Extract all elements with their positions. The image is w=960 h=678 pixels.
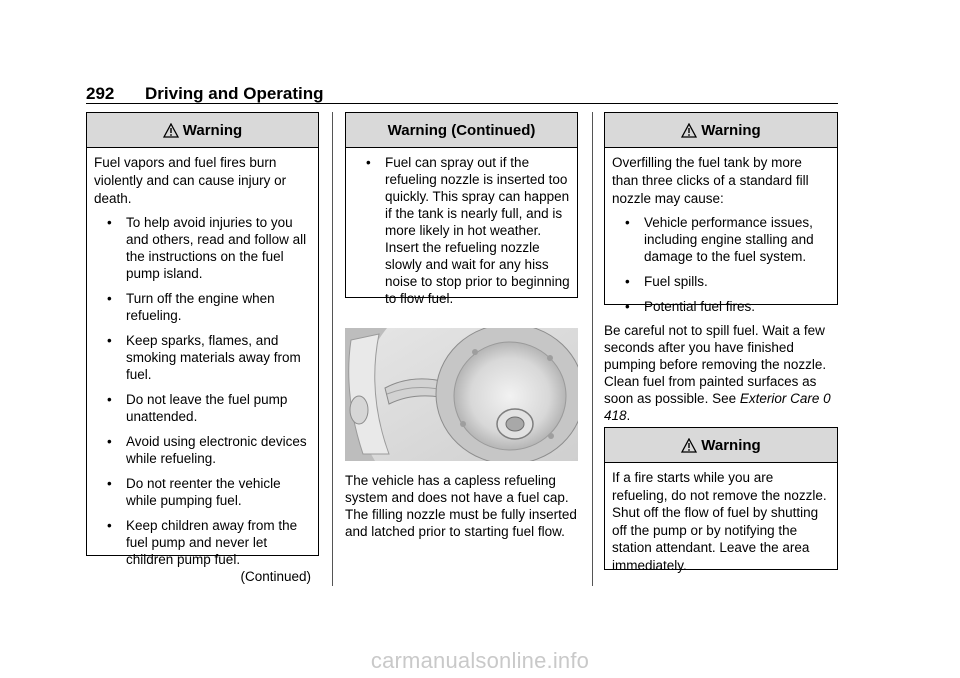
list-item: • Avoid using electronic devices while refueling. [107,434,307,466]
warning-list [353,154,570,307]
warning-triangle-icon [163,123,179,138]
watermark: carmanualsonline.info [370,648,590,673]
warning-triangle-icon [681,123,697,138]
warning-title: Warning [701,436,761,454]
warning-list [612,214,830,315]
page-header [86,84,838,104]
section-title: Driving and Operating [145,84,324,103]
list-item: • To help avoid injuries to you and others, read and follow all the instructions on the fuel pump island. [107,215,307,281]
warning-body: If a fire starts while you are refueling, do not remove the nozzle. Shut off the flow of fuel by shutting off the pump or by notifying the station attendant. Leave the area immediately. [612,470,827,573]
warning-box-fire [604,427,838,573]
list-item: • Keep sparks, flames, and smoking materials away from fuel. [107,333,301,382]
warning-box-header [87,113,318,148]
warning-list [94,214,311,568]
warning-box-header [605,428,837,463]
list-item: • Vehicle performance issues, including engine stalling and damage to the fuel system. [625,215,814,264]
warning-box-continued [345,112,578,306]
list-item: • Fuel can spray out if the refueling nozzle is inserted too quickly. This spray can happen if the tank is nearly full, and is more likely in hot weather. Insert the refueling nozzle slowly and wait for any hiss noise to stop prior to beginning to flow fuel. [366,155,570,306]
warning-title: Warning [701,121,761,139]
warning-box-fuel-vapors [86,112,319,584]
list-item: • Potential fuel fires. [625,299,756,314]
list-item: • Turn off the engine when refueling. [107,291,275,323]
warning-triangle-icon [681,438,697,453]
list-item: • Keep children away from the fuel pump and never let children pump fuel. [107,518,298,567]
column-divider-right [592,112,593,586]
list-item: • Do not reenter the vehicle while pumping fuel. [107,476,281,508]
page-number: 292 [86,84,115,103]
warning-box-header [346,113,577,148]
warning-box-header [605,113,837,148]
spill-paragraph: Be careful not to spill fuel. Wait a few seconds after you have finished pumping before removing the nozzle. Clean fuel from painted surfaces as soon as possible. See Exterior Care 0 418. [604,323,831,423]
warning-intro: Fuel vapors and fuel fires burn violently and can cause injury or death. [94,155,287,206]
warning-title: Warning (Continued) [387,121,536,139]
continued-label: (Continued) [240,569,311,584]
warning-box-overfilling [604,112,838,314]
capless-paragraph: The vehicle has a capless refueling system and does not have a fuel cap. The filling nozzle must be fully inserted and latched prior to starting fuel flow. [345,473,577,539]
list-item: • Fuel spills. [625,274,708,289]
warning-title: Warning [182,121,243,139]
list-item: • Do not leave the fuel pump unattended. [107,392,288,424]
fuel-door-capless-illustration [345,328,578,461]
header-rule [86,103,838,104]
exterior-care-link[interactable]: Exterior Care 0 418 [604,391,831,423]
column-divider-left [332,112,333,586]
warning-intro: Overfilling the fuel tank by more than three clicks of a standard fill nozzle may cause: [612,155,809,206]
